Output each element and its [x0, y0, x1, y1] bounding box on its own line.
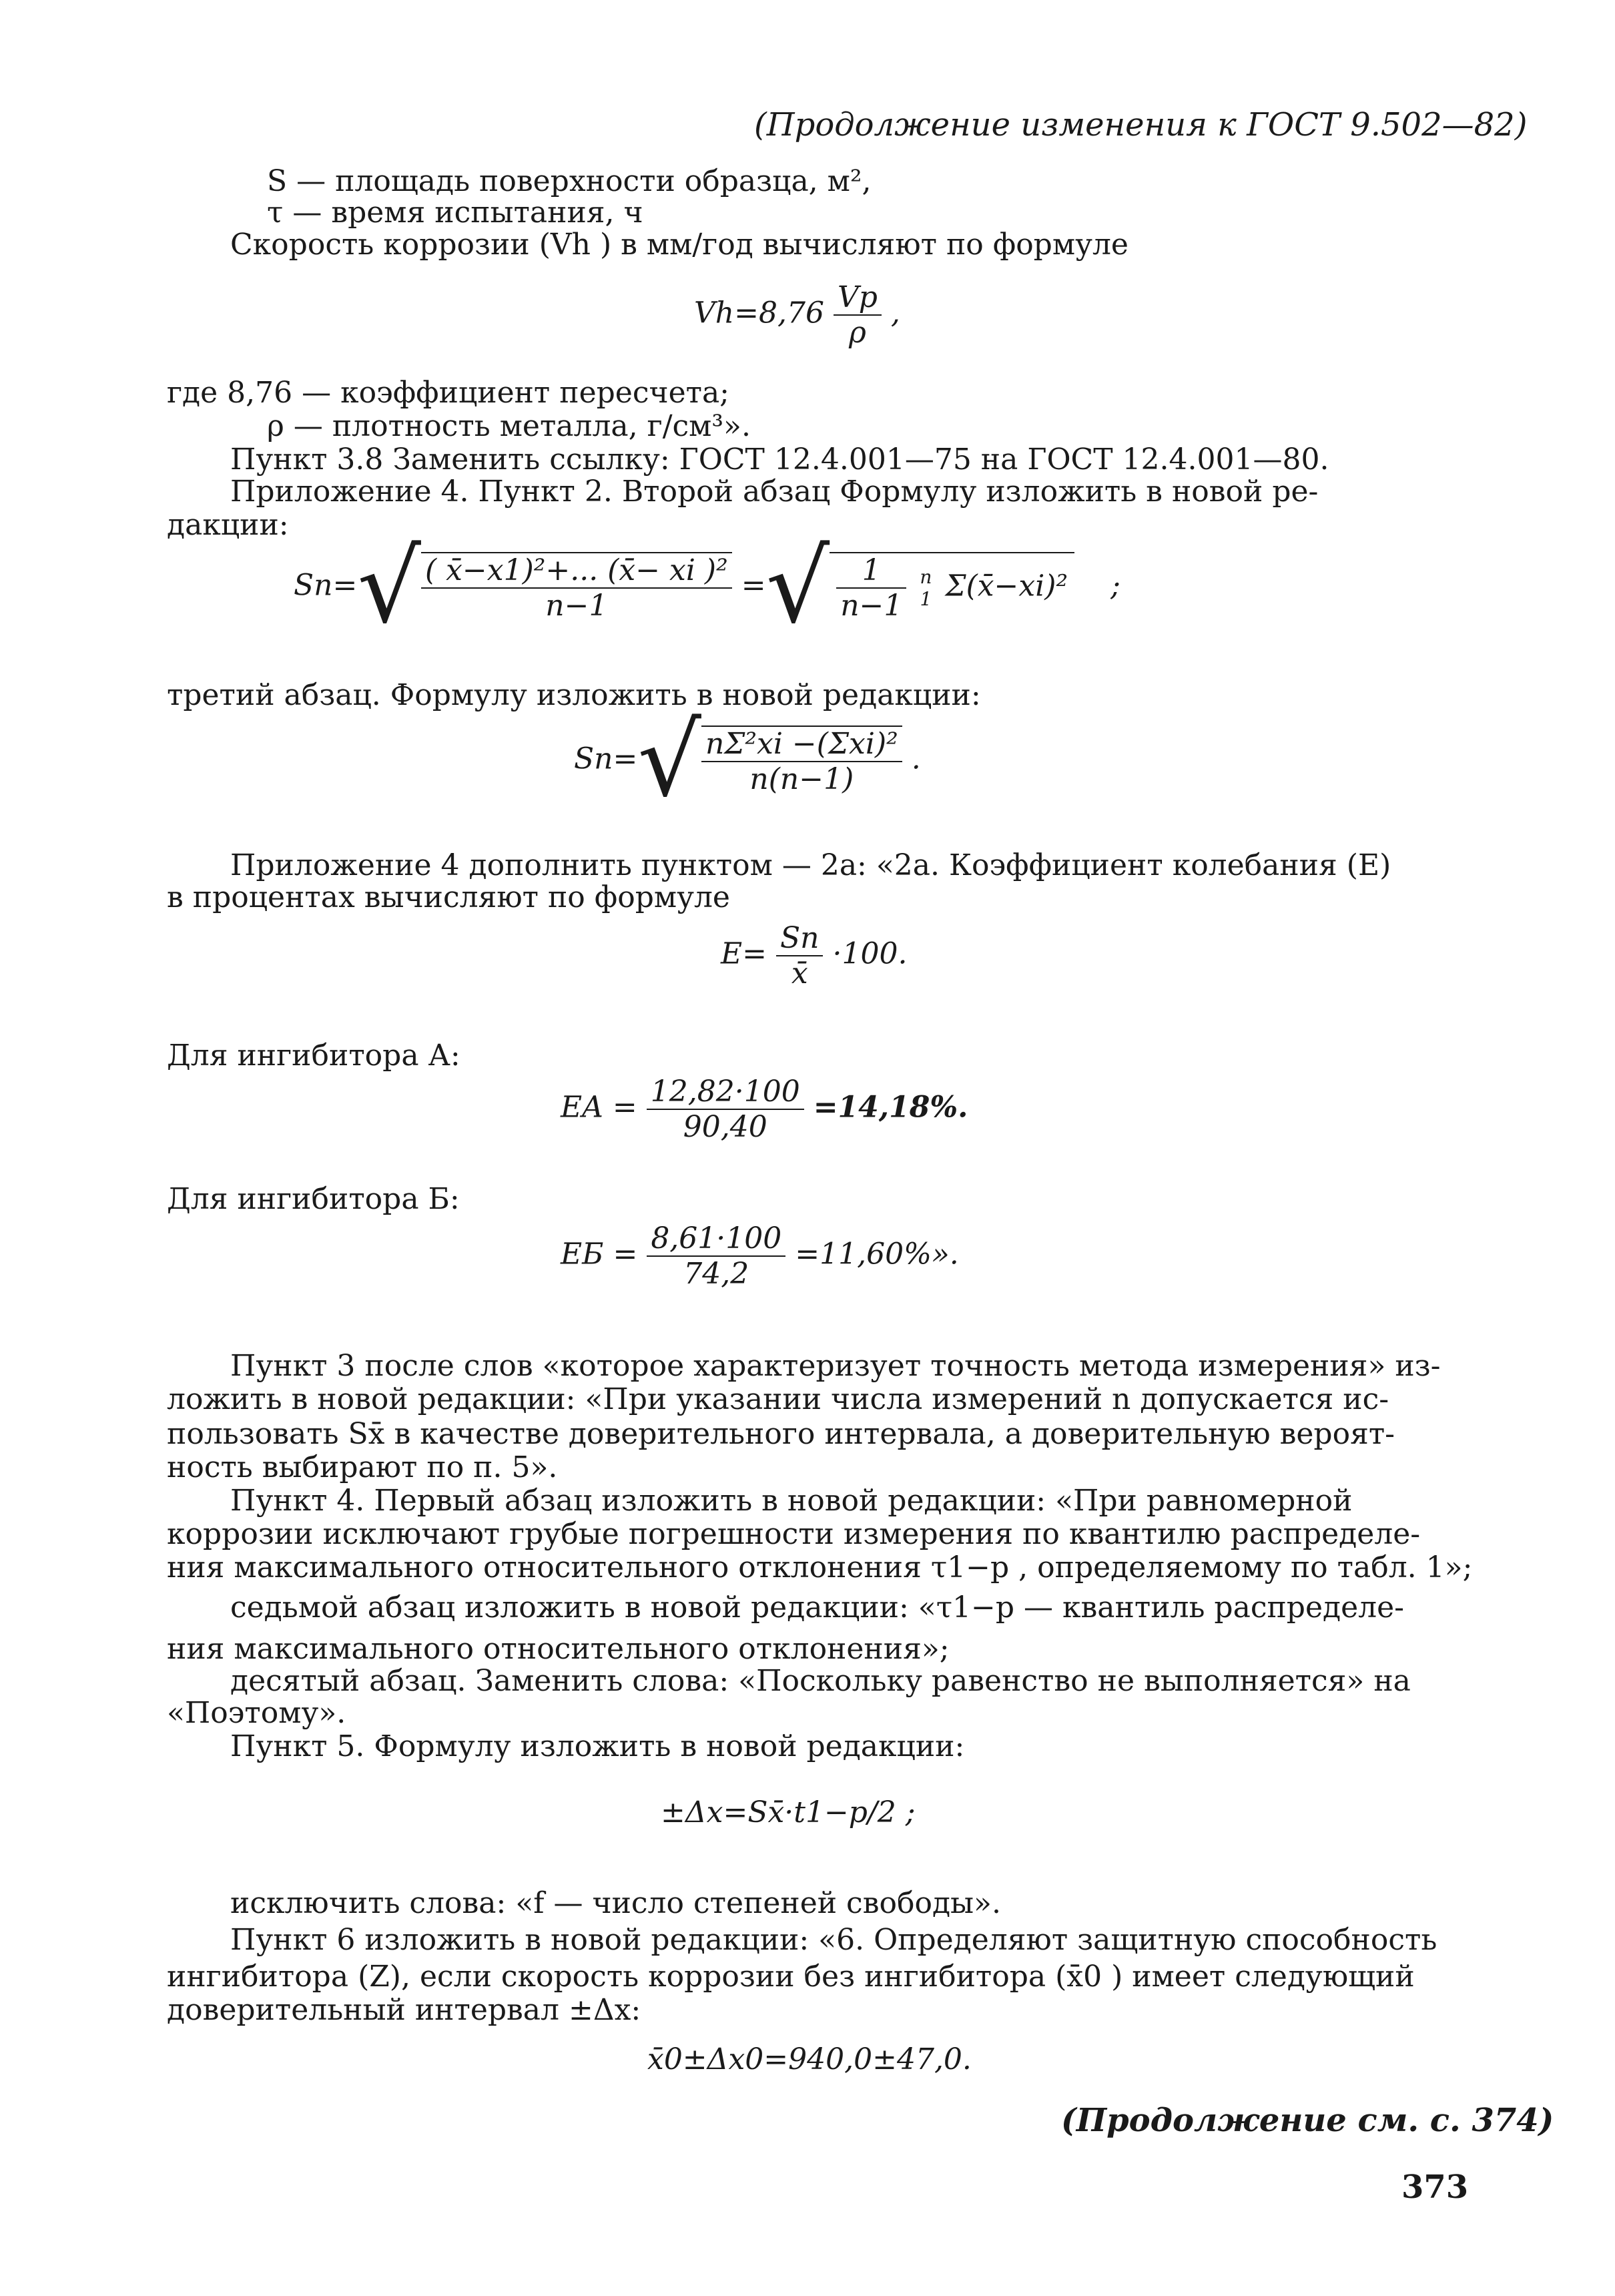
denominator: n−1 [545, 589, 608, 623]
text-line: Пункт 4. Первый абзац изложить в новой редакции: «При равномерной [230, 1484, 1353, 1518]
formula-sn-2 [574, 703, 921, 819]
fraction [421, 552, 732, 623]
text-line: ния максимального относительного отклонения»; [167, 1632, 950, 1666]
formula-sn-1 [294, 529, 1120, 645]
text-line: Приложение 4 дополнить пунктом — 2а: «2а. Коэффициент колебания (E) [230, 848, 1391, 882]
denominator: 74,2 [683, 1257, 749, 1291]
denominator: x̄ [791, 956, 808, 990]
sqrt-icon: √ [357, 529, 421, 645]
text-line: исключить слова: «f — число степеней свободы». [230, 1886, 1001, 1920]
formula-eb [561, 1221, 959, 1291]
fraction [834, 280, 882, 350]
numerator: Vp [834, 280, 882, 316]
formula-part: . [911, 742, 921, 776]
numerator: ( x̄−x1)²+... (x̄− xi )² [421, 553, 732, 589]
text-line: ния максимального относительного отклонения τ1−p , определяемому по табл. 1»; [167, 1550, 1473, 1585]
page-header: (Продолжение изменения к ГОСТ 9.502—82) [754, 106, 1528, 144]
fraction [776, 921, 823, 990]
denominator: ρ [848, 316, 866, 350]
text-line: «Поэтому». [167, 1696, 346, 1730]
formula-part: EA = [561, 1090, 637, 1125]
formula-part: = [741, 568, 766, 603]
text-line: где 8,76 — коэффициент пересчета; [167, 376, 730, 410]
formula-part: Sn= [294, 568, 358, 603]
text-line: в процентах вычисляют по формуле [167, 880, 730, 914]
text-line: пользовать Sx̄ в качестве доверительного интервала, а доверительную вероят- [167, 1417, 1395, 1451]
text-line: S — площадь поверхности образца, м², [267, 164, 872, 198]
numerator: 1 [836, 553, 906, 589]
numerator: 8,61·100 [647, 1221, 785, 1257]
text-line: десятый абзац. Заменить слова: «Поскольку равенство не выполняется» на [230, 1664, 1411, 1698]
text-line: Для ингибитора Б: [167, 1182, 460, 1216]
text-line: доверительный интервал ±Δx: [167, 1993, 641, 2027]
radicand [830, 552, 1074, 623]
numerator: 12,82·100 [647, 1075, 804, 1110]
formula-dx: ±Δx=Sx̄·t1−p/2 ; [661, 1795, 916, 1829]
text-line: седьмой абзац изложить в новой редакции: «τ1−p — квантиль распределе- [230, 1591, 1404, 1625]
formula-part: EБ = [561, 1237, 638, 1271]
denominator: 90,40 [683, 1110, 767, 1144]
formula-part: E= [721, 936, 767, 971]
text-line: ρ — плотность металла, г/см³». [267, 409, 751, 443]
formula-part: Σ(x̄−xi)² [945, 569, 1068, 603]
text-line: коррозии исключают грубые погрешности измерения по квантилю распределе- [167, 1517, 1421, 1551]
fraction [836, 553, 906, 623]
text-line: Пункт 3 после слов «которое характеризует точность метода измерения» из- [230, 1349, 1441, 1383]
text-line: Пункт 6 изложить в новой редакции: «6. Определяют защитную способность [230, 1923, 1437, 1957]
formula-part: =11,60%». [795, 1237, 959, 1271]
formula-vh [694, 280, 900, 350]
text-line: ингибитора (Z), если скорость коррозии без ингибитора (x̄0 ) имеет следующий [167, 1960, 1415, 1994]
formula-part: ·100. [832, 936, 908, 971]
numerator: Sn [776, 921, 823, 956]
text-line: ность выбирают по п. 5». [167, 1450, 558, 1484]
text-line: Приложение 4. Пункт 2. Второй абзац Формулу изложить в новой ре- [230, 475, 1319, 509]
formula-part: , [890, 296, 900, 330]
formula-part: Vh=8,76 [694, 296, 824, 330]
text-line: Пункт 3.8 Заменить ссылку: ГОСТ 12.4.001—75 на ГОСТ 12.4.001—80. [230, 443, 1329, 477]
limit-top: n [920, 566, 932, 588]
text-line: τ — время испытания, ч [267, 196, 643, 230]
text-line: третий абзац. Формулу изложить в новой редакции: [167, 678, 981, 712]
text-line: Скорость коррозии (Vh ) в мм/год вычисляют по формуле [230, 228, 1128, 262]
sqrt-icon: √ [765, 529, 830, 645]
sum-limits [916, 566, 936, 610]
denominator: n−1 [840, 589, 903, 623]
page-footer: (Продолжение см. с. 374) [1061, 2102, 1554, 2139]
formula-x0: x̄0±Δx0=940,0±47,0. [647, 2042, 972, 2076]
formula-part: ; [1110, 568, 1120, 603]
text-line: ложить в новой редакции: «При указании числа измерений n допускается ис- [167, 1382, 1389, 1416]
text-line: Пункт 5. Формулу изложить в новой редакции: [230, 1729, 965, 1763]
fraction [701, 726, 902, 796]
denominator: n(n−1) [749, 762, 854, 796]
page-number: 373 [1401, 2169, 1469, 2206]
numerator: nΣ²xi −(Σxi)² [701, 727, 902, 762]
formula-part: =14,18%. [813, 1090, 968, 1125]
text-line: дакции: [167, 508, 289, 542]
fraction [647, 1221, 785, 1291]
text-line: Для ингибитора А: [167, 1039, 460, 1073]
formula-ea [561, 1075, 968, 1144]
formula-e [721, 921, 907, 990]
sqrt-icon: √ [637, 703, 701, 819]
formula-part: Sn= [574, 742, 638, 776]
limit-bottom: 1 [920, 588, 932, 610]
fraction [647, 1075, 804, 1144]
